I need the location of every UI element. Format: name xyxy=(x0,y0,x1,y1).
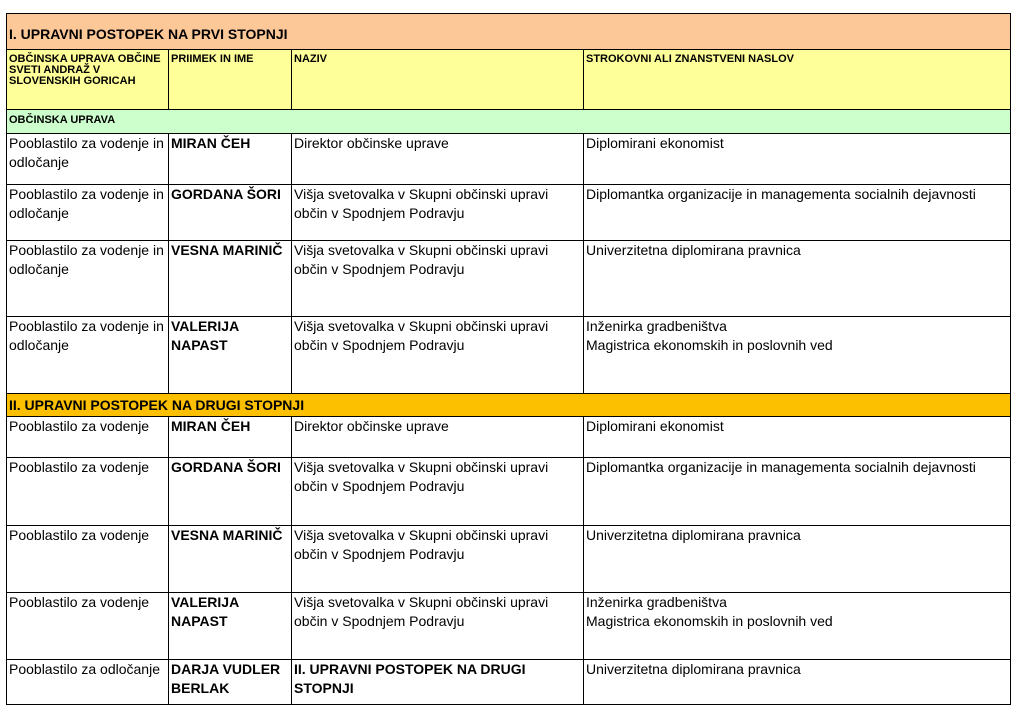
table-row xyxy=(7,185,1011,241)
degree-cell xyxy=(584,660,1011,705)
auth-cell: Pooblastilo za vodenje xyxy=(7,417,169,458)
degree-line: Univerzitetna diplomirana pravnica xyxy=(586,661,801,677)
table-row xyxy=(7,241,1011,317)
name-cell: GORDANA ŠORI xyxy=(169,185,292,241)
degree-cell xyxy=(584,134,1011,185)
table-row xyxy=(7,593,1011,660)
auth-cell: Pooblastilo za vodenje in odločanje xyxy=(7,134,169,185)
title-cell: Višja svetovalka v Skupni občinski upravi občin v Spodnjem Podravju xyxy=(292,241,584,317)
degree-line: Diplomirani ekonomist xyxy=(586,418,724,434)
table-row xyxy=(7,317,1011,394)
degree-cell xyxy=(584,526,1011,593)
auth-cell: Pooblastilo za vodenje in odločanje xyxy=(7,241,169,317)
auth-cell: Pooblastilo za vodenje in odločanje xyxy=(7,185,169,241)
auth-cell: Pooblastilo za vodenje xyxy=(7,526,169,593)
title-cell: Višja svetovalka v Skupni občinski upravi občin v Spodnjem Podravju xyxy=(292,317,584,394)
name-cell: MIRAN ČEH xyxy=(169,134,292,185)
title-cell: Višja svetovalka v Skupni občinski upravi občin v Spodnjem Podravju xyxy=(292,458,584,526)
name-cell: VALERIJA NAPAST xyxy=(169,593,292,660)
degree-line: Univerzitetna diplomirana pravnica xyxy=(586,527,801,543)
header-row xyxy=(7,50,1011,110)
header-col-office: OBČINSKA UPRAVA OBČINE SVETI ANDRAŽ V SLOVENSKIH GORICAH xyxy=(7,50,169,110)
name-cell: VESNA MARINIČ xyxy=(169,241,292,317)
auth-cell: Pooblastilo za vodenje xyxy=(7,458,169,526)
degree-line: Diplomantka organizacije in managementa socialnih dejavnosti xyxy=(586,459,976,475)
authorization-table xyxy=(6,13,1011,705)
degree-line: Inženirka gradbeništva xyxy=(586,594,727,610)
section-1-title: I. UPRAVNI POSTOPEK NA PRVI STOPNJI xyxy=(7,14,1011,50)
title-cell: Višja svetovalka v Skupni občinski upravi občin v Spodnjem Podravju xyxy=(292,593,584,660)
table-row xyxy=(7,417,1011,458)
header-col-title: NAZIV xyxy=(292,50,584,110)
section-2-title: II. UPRAVNI POSTOPEK NA DRUGI STOPNJI xyxy=(7,394,1011,417)
degree-cell xyxy=(584,185,1011,241)
title-cell: II. UPRAVNI POSTOPEK NA DRUGI STOPNJI xyxy=(292,660,584,705)
degree-line: Diplomirani ekonomist xyxy=(586,135,724,151)
auth-cell: Pooblastilo za odločanje xyxy=(7,660,169,705)
degree-cell xyxy=(584,241,1011,317)
name-cell: MIRAN ČEH xyxy=(169,417,292,458)
name-cell: VALERIJA NAPAST xyxy=(169,317,292,394)
title-cell: Direktor občinske uprave xyxy=(292,417,584,458)
title-cell: Višja svetovalka v Skupni občinski upravi občin v Spodnjem Podravju xyxy=(292,526,584,593)
name-cell: VESNA MARINIČ xyxy=(169,526,292,593)
degree-cell xyxy=(584,458,1011,526)
degree-line: Diplomantka organizacije in managementa socialnih dejavnosti xyxy=(586,186,976,202)
table-row xyxy=(7,458,1011,526)
degree-cell xyxy=(584,317,1011,394)
degree-cell xyxy=(584,417,1011,458)
table-row xyxy=(7,134,1011,185)
title-cell: Višja svetovalka v Skupni občinski upravi občin v Spodnjem Podravju xyxy=(292,185,584,241)
degree-line: Univerzitetna diplomirana pravnica xyxy=(586,242,801,258)
degree-cell xyxy=(584,593,1011,660)
header-col-degree: STROKOVNI ALI ZNANSTVENI NASLOV xyxy=(584,50,1011,110)
table-row xyxy=(7,526,1011,593)
section-2-title-row xyxy=(7,394,1011,417)
name-cell: DARJA VUDLER BERLAK xyxy=(169,660,292,705)
degree-line: Inženirka gradbeništva xyxy=(586,318,727,334)
degree-line-2: Magistrica ekonomskih in poslovnih ved xyxy=(586,337,833,353)
header-col-name: PRIIMEK IN IME xyxy=(169,50,292,110)
table-row xyxy=(7,660,1011,705)
auth-cell: Pooblastilo za vodenje in odločanje xyxy=(7,317,169,394)
auth-cell: Pooblastilo za vodenje xyxy=(7,593,169,660)
section-1-title-row xyxy=(7,14,1011,50)
subsection-row xyxy=(7,110,1011,134)
degree-line-2: Magistrica ekonomskih in poslovnih ved xyxy=(586,613,833,629)
title-cell: Direktor občinske uprave xyxy=(292,134,584,185)
name-cell: GORDANA ŠORI xyxy=(169,458,292,526)
subsection-title: OBČINSKA UPRAVA xyxy=(7,110,1011,134)
